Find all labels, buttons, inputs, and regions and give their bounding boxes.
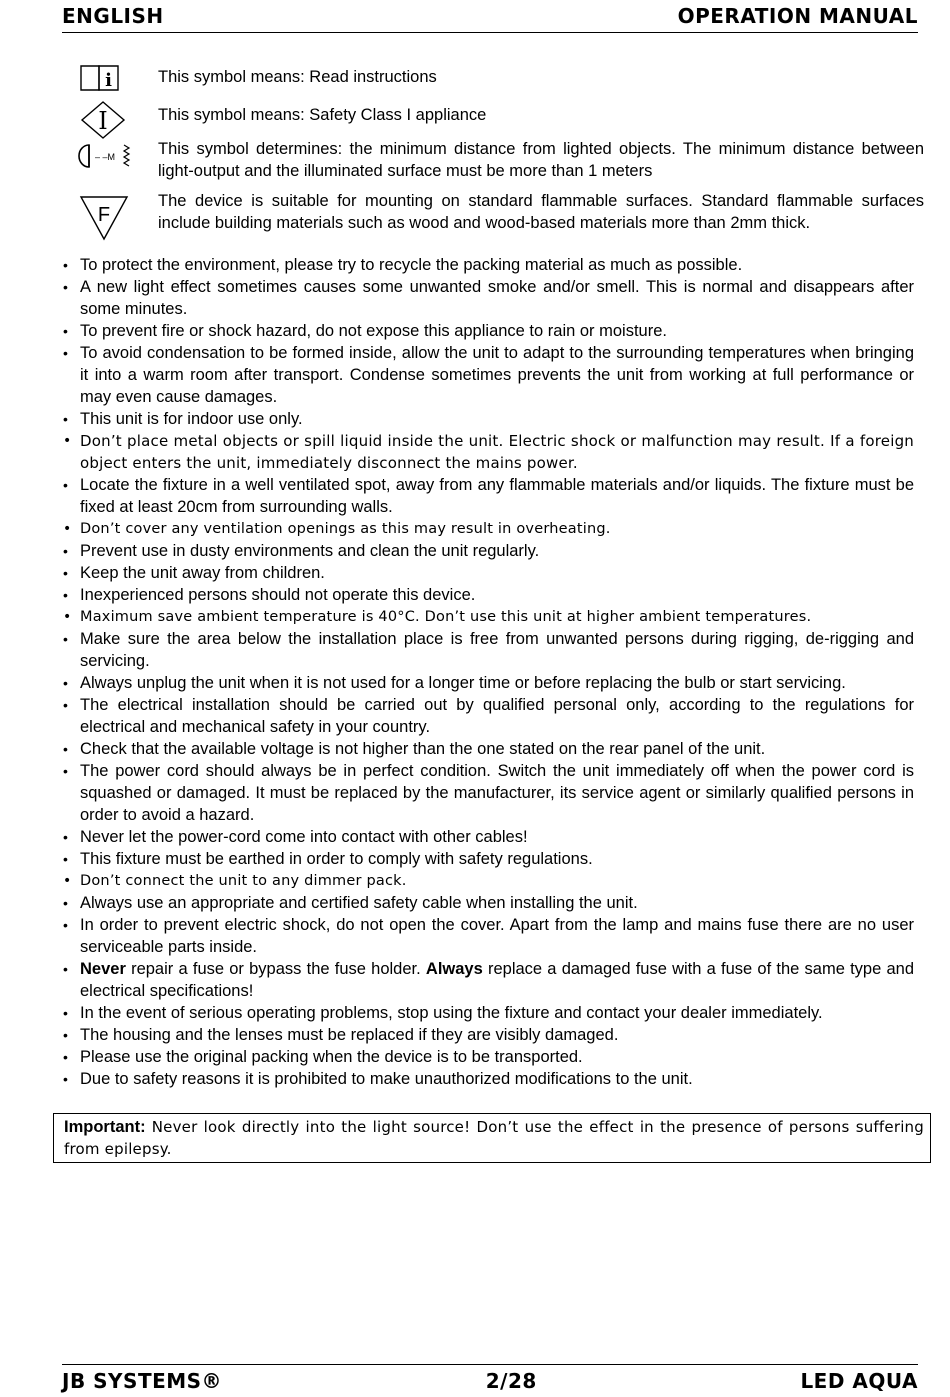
list-item: • Keep the unit away from children. [60,562,914,584]
read-instructions-icon [78,63,158,93]
list-item: • This unit is for indoor use only. [60,408,914,430]
symbol-row-read-instructions [78,63,924,101]
important-notice [53,1113,931,1163]
list-item: • The power cord should always be in perfect condition. Switch the unit immediately off when the power cord is squashed or damaged. It must be replaced by the manufacturer, its service agent or similarly qualified persons in order to avoid a hazard. [60,760,914,826]
list-item: • Don’t connect the unit to any dimmer pack. [60,870,914,892]
header-language: ENGLISH [62,4,164,28]
symbol-row-safety-class [78,101,924,139]
footer-product: LED AQUA [800,1369,918,1393]
list-item: • Don’t cover any ventilation openings as this may result in overheating. [60,518,914,540]
emphasis-always: Always [425,960,483,978]
page-number: 2/28 [485,1369,537,1393]
list-item: • Always use an appropriate and certified safety cable when installing the unit. [60,892,914,914]
flammable-surface-icon [78,191,158,241]
header-title: OPERATION MANUAL [677,4,918,28]
page-header [62,0,918,33]
safety-instructions-list [60,254,914,1090]
list-item: • Never let the power-cord come into contact with other cables! [60,826,914,848]
important-text: Never look directly into the light source! Don’t use the effect in the presence of persons suffering from epilepsy. [64,1118,924,1158]
list-item-text: replace a damaged fuse with a fuse of the same type and electrical specifications! [80,960,915,1000]
svg-text:i: i [105,70,112,91]
svg-text:I: I [98,107,108,135]
list-item: • To protect the environment, please try to recycle the packing material as much as possible. [60,254,914,276]
symbol-text-read-instructions: This symbol means: Read instructions [158,68,437,86]
list-item: • This fixture must be earthed in order to comply with safety regulations. [60,848,914,870]
list-item: • In the event of serious operating problems, stop using the fixture and contact your dealer immediately. [60,1002,914,1024]
list-item: • Make sure the area below the installation place is free from unwanted persons during rigging, de-rigging and servicing. [60,628,914,672]
svg-text:F: F [97,204,111,226]
symbol-text-safety-class: This symbol means: Safety Class I appliance [158,106,487,124]
emphasis-never: Never [80,960,126,978]
symbol-legend [78,63,924,257]
list-item [60,958,914,1002]
list-item: • Inexperienced persons should not operate this device. [60,584,914,606]
page-footer [62,1364,918,1397]
list-item: • Check that the available voltage is not higher than the one stated on the rear panel of the unit. [60,738,914,760]
list-item: • A new light effect sometimes causes some unwanted smoke and/or smell. This is normal and disappears after some minutes. [60,276,914,320]
list-item: • Please use the original packing when the device is to be transported. [60,1046,914,1068]
list-item: • Prevent use in dusty environments and clean the unit regularly. [60,540,914,562]
minimum-distance-icon [78,139,158,173]
svg-text:– –M: – –M [95,152,116,162]
important-label: Important: [64,1118,146,1136]
list-item: • In order to prevent electric shock, do not open the cover. Apart from the lamp and mains fuse there are no user serviceable parts inside. [60,914,914,958]
footer-brand: JB SYSTEMS® [62,1369,223,1393]
symbol-text-minimum-distance: This symbol determines: the minimum distance from lighted objects. The minimum distance between light-output and the illuminated surface must be more than 1 meters [158,140,924,180]
list-item: • Locate the fixture in a well ventilated spot, away from any flammable materials and/or liquids. The fixture must be fixed at least 20cm from surrounding walls. [60,474,914,518]
list-item: • Always unplug the unit when it is not used for a longer time or before replacing the bulb or start servicing. [60,672,914,694]
safety-class-icon [78,101,158,139]
list-item: • The housing and the lenses must be replaced if they are visibly damaged. [60,1024,914,1046]
list-item-text: Don’t place metal objects or spill liquid inside the unit. Electric shock or malfunction may result. If a foreign object enters the unit, immediately disconnect the mains power. [80,432,914,472]
list-item: • The electrical installation should be carried out by qualified personal only, according to the regulations for electrical and mechanical safety in your country. [60,694,914,738]
list-item [60,430,914,474]
symbol-text-flammable-surface: The device is suitable for mounting on standard flammable surfaces. Standard flammable surfaces include building materials such as wood and wood-based materials more than 2mm thick. [158,192,924,232]
list-item: • Maximum save ambient temperature is 40°C. Don’t use this unit at higher ambient temperatures. [60,606,914,628]
list-item: • To avoid condensation to be formed inside, allow the unit to adapt to the surrounding temperatures when bringing it into a warm room after transport. Condense sometimes prevents the unit from working at full performance or may even cause damages. [60,342,914,408]
list-item: • Due to safety reasons it is prohibited to make unauthorized modifications to the unit. [60,1068,914,1090]
list-item-text: repair a fuse or bypass the fuse holder. [125,960,426,978]
list-item: • To prevent fire or shock hazard, do not expose this appliance to rain or moisture. [60,320,914,342]
symbol-row-flammable-surface [78,191,924,257]
symbol-row-minimum-distance [78,139,924,191]
